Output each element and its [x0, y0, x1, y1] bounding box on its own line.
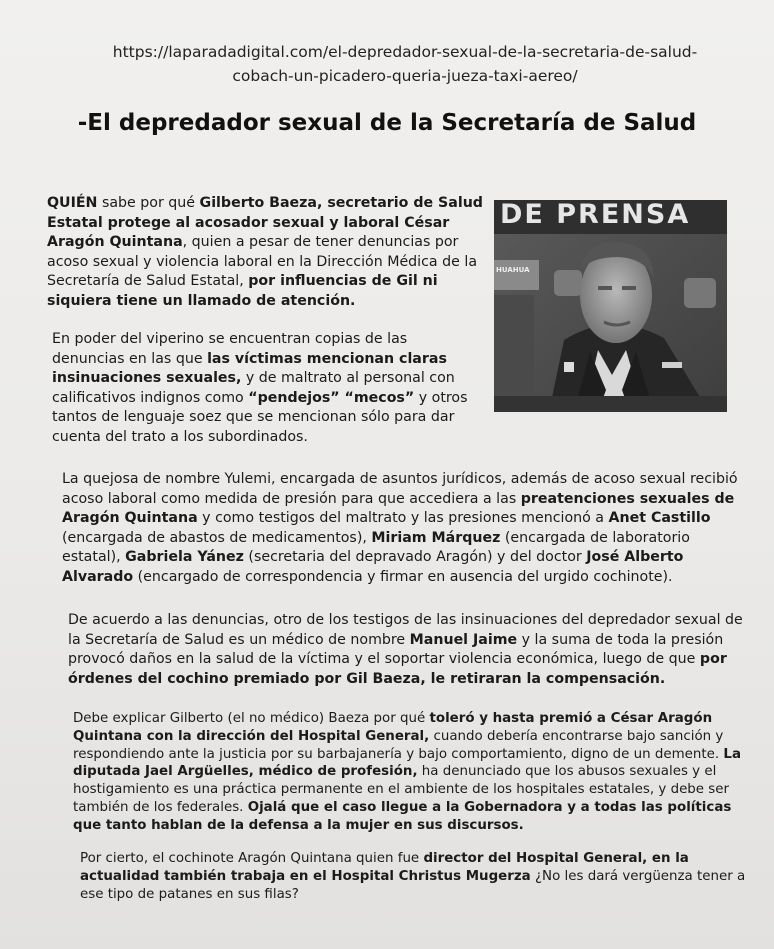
paragraph-1	[47, 194, 487, 312]
p5-f: Ojalá que el caso llegue a la Gobernadora y a todas las políticas que tanto hablan de la defensa a la mujer en sus discursos.	[73, 799, 732, 833]
p3-g: (encargada de laboratorio estatal),	[62, 529, 690, 566]
p3-j: José Alberto Alvarado	[62, 549, 684, 585]
p4-b: Manuel Jaime	[409, 631, 518, 648]
p3-e: (encargada de abastos de medicamentos),	[62, 529, 372, 546]
p1-c: Gilberto Baeza, secretario de Salud Estatal protege al acosador sexual y laboral César Aragón Quintana	[47, 195, 483, 251]
p3-d: Anet Castillo	[608, 510, 711, 527]
press-conference-photo	[494, 200, 727, 412]
p2-c: y de maltrato al personal con calificativos indignos como	[52, 370, 455, 406]
photo-side-text: HUAHUA	[496, 266, 530, 274]
source-url-line-1: https://laparadadigital.com/el-depredador-sexual-de-la-secretaria-de-salud-	[112, 43, 698, 61]
source-url	[105, 40, 705, 88]
p3-f: Miriam Márquez	[371, 529, 501, 546]
source-url-line-2: cobach-un-picadero-queria-jueza-taxi-aereo/	[232, 67, 578, 85]
p5-a: Debe explicar Gilberto (el no médico) Baeza por qué	[73, 711, 430, 726]
p1-e: por influencias de Gil ni siquiera tiene un llamado de atención.	[47, 273, 438, 309]
photo-illustration	[494, 200, 727, 412]
p3-a: La quejosa de nombre Yulemi, encargada de asuntos jurídicos, además de acoso sexual recibió acoso laboral como medida de presión para que accediera a las	[62, 471, 738, 507]
p3-c: y como testigos del maltrato y las presiones mencionó a	[197, 510, 609, 527]
p5-d: La diputada Jael Argüelles, médico de profesión,	[73, 746, 741, 780]
paragraph-5	[73, 710, 753, 835]
paragraph-3	[62, 470, 752, 588]
p5-e: ha denunciado que los abusos sexuales y el hostigamiento es una práctica permanente en el ambiente de los hospitales estatales, y debe ser también de los federales.	[73, 764, 730, 815]
p3-k: (encargado de correspondencia y firmar en ausencia del urgido cochinote).	[133, 568, 673, 585]
p4-a: De acuerdo a las denuncias, otro de los testigos de las insinuaciones del depredador sexual de la Secretaría de Salud es un médico de nombre	[68, 612, 743, 648]
p6-a: Por cierto, el cochinote Aragón Quintana quien fue	[80, 851, 424, 866]
paragraph-6	[80, 850, 750, 903]
p2-b: las víctimas mencionan claras insinuaciones sexuales,	[52, 350, 447, 387]
p5-c: cuando debería encontrarse bajo sanción y respondiendo ante la justicia por su barbajanería y bajo comportamiento, digno de un demente.	[73, 728, 724, 762]
p1-a: QUIÉN	[47, 195, 98, 211]
photo-banner-text: DE PRENSA	[500, 200, 691, 230]
p3-i: (secretaria del depravado Aragón) y del doctor	[243, 549, 587, 566]
p3-b: preatenciones sexuales de Aragón Quintana	[62, 490, 735, 527]
p1-d: , quien a pesar de tener denuncias por acoso sexual y violencia laboral en la Dirección Médica de la Secretaría de Salud Estatal,	[47, 234, 478, 290]
p2-d: “pendejos” “mecos”	[248, 389, 415, 406]
paragraph-4	[68, 611, 758, 689]
p2-e: y otros tantos de lenguaje soez que se mencionan sólo para dar cuenta del trato a los subordinados.	[52, 389, 468, 445]
p5-b: toleró y hasta premió a César Aragón Quintana con la dirección del Hospital General,	[73, 711, 713, 744]
paragraph-2	[52, 330, 472, 448]
p6-b: director del Hospital General, en la actualidad también trabaja en el Hospital Christus Mugerza	[80, 851, 689, 884]
p2-a: En poder del viperino se encuentran copias de las denuncias en las que	[52, 331, 408, 367]
p4-d: por órdenes del cochino premiado por Gil Baeza, le retiraran la compensación.	[68, 651, 727, 687]
article-title: -El depredador sexual de la Secretaría de Salud	[77, 110, 697, 136]
p3-h: Gabriela Yánez	[125, 549, 244, 566]
p1-b: sabe por qué	[97, 195, 200, 211]
p4-c: y la suma de toda la presión provocó daños en la salud de la víctima y el soportar violencia económica, luego de que	[68, 631, 724, 668]
p6-c: ¿No les dará vergüenza tener a ese tipo de patanes en sus filas?	[80, 868, 746, 902]
